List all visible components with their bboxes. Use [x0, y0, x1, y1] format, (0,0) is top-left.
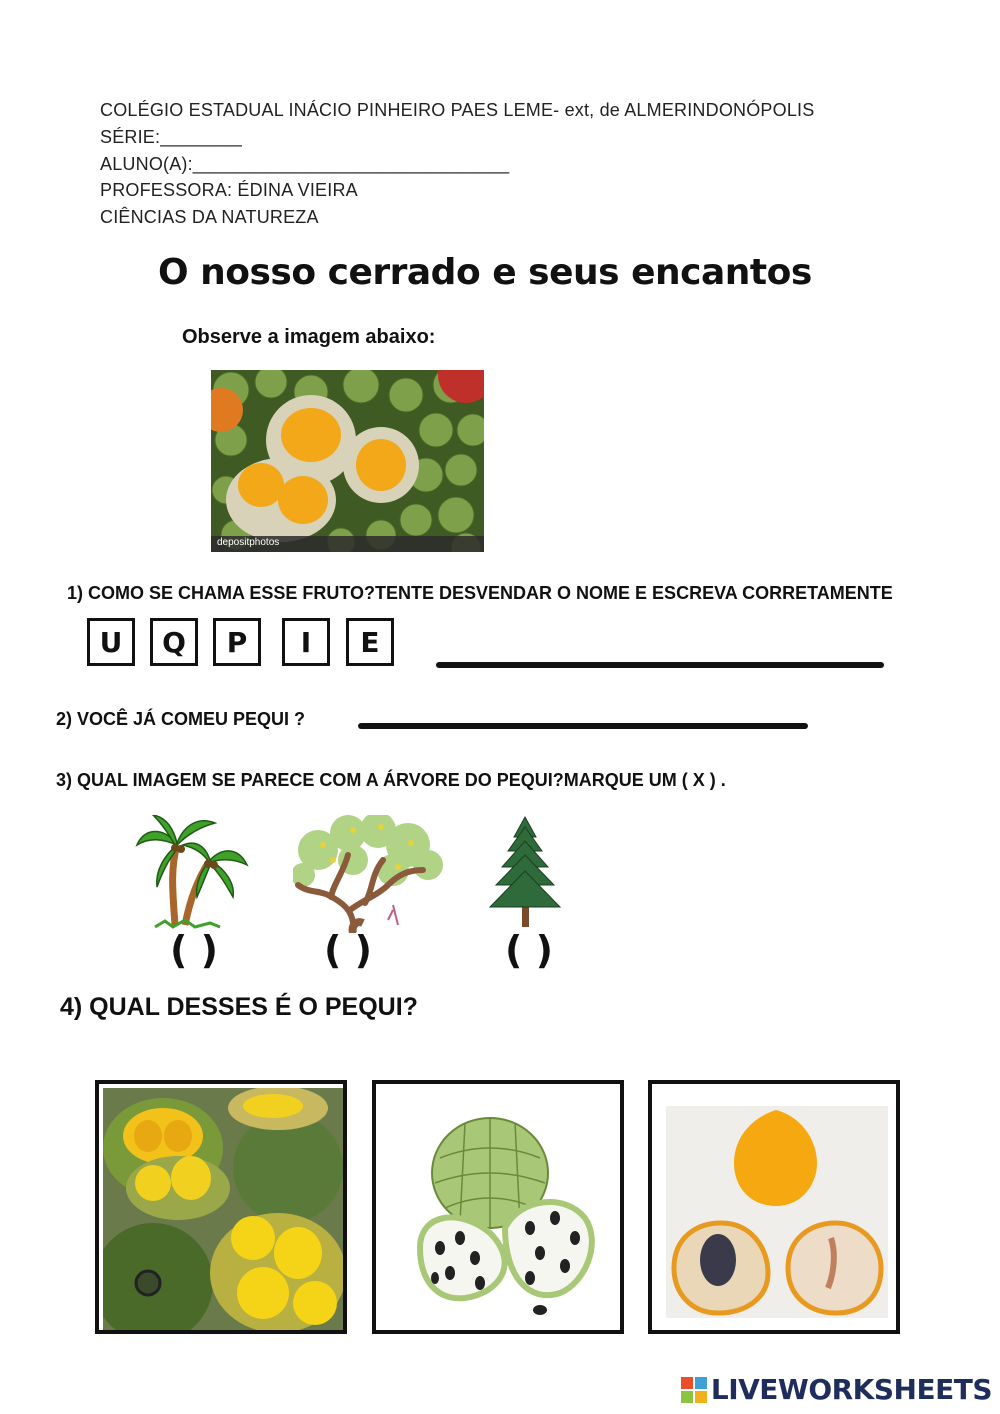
- option-pequi-image[interactable]: [95, 1080, 347, 1334]
- instruction-text: Observe a imagem abaixo:: [182, 326, 436, 348]
- question-4: 4) QUAL DESSES É O PEQUI?: [60, 993, 418, 1021]
- option-pine-checkbox[interactable]: ( ): [505, 928, 553, 972]
- school-name: COLÉGIO ESTADUAL INÁCIO PINHEIRO PAES LEME- ext, de ALMERINDONÓPOLIS: [100, 100, 815, 120]
- option-fruit-3-image[interactable]: [648, 1080, 900, 1334]
- option-palm-checkbox[interactable]: ( ): [170, 928, 218, 972]
- palm-tree-icon: [135, 815, 250, 933]
- question-2: 2) VOCÊ JÁ COMEU PEQUI ?: [56, 709, 306, 729]
- letter-tile: Q: [150, 618, 198, 666]
- letter-tile: U: [87, 618, 135, 666]
- answer-line-2[interactable]: [358, 723, 808, 729]
- liveworksheets-text: LIVEWORKSHEETS: [710, 1373, 992, 1406]
- letter-tile: I: [282, 618, 330, 666]
- subject-label: CIÊNCIAS DA NATUREZA: [100, 207, 319, 227]
- liveworksheets-logo: [681, 1373, 992, 1406]
- question-1: 1) COMO SE CHAMA ESSE FRUTO?TENTE DESVENDAR O NOME E ESCREVA CORRETAMENTE: [67, 583, 893, 603]
- aluno-field: ALUNO(A):_______________________________: [100, 154, 510, 174]
- pequi-fruit-illustration: [103, 1088, 347, 1334]
- option-pinha-image[interactable]: [372, 1080, 624, 1334]
- serie-field: SÉRIE:________: [100, 127, 242, 147]
- pequi-photo: [211, 370, 484, 552]
- photo-watermark: depositphotos: [217, 537, 280, 548]
- yellow-fruit-illustration: [656, 1088, 900, 1334]
- professora-label: PROFESSORA: ÉDINA VIEIRA: [100, 180, 358, 200]
- pinha-fruit-illustration: [380, 1088, 624, 1334]
- page-title: O nosso cerrado e seus encantos: [158, 252, 812, 293]
- letter-tile: E: [346, 618, 394, 666]
- pequi-photo-illustration: [211, 370, 484, 552]
- pine-tree-icon: [488, 815, 563, 927]
- option-cerrado-checkbox[interactable]: ( ): [324, 928, 372, 972]
- cerrado-tree-icon: [293, 815, 443, 933]
- liveworksheets-icon: [681, 1377, 707, 1403]
- question-3: 3) QUAL IMAGEM SE PARECE COM A ÁRVORE DO PEQUI?MARQUE UM ( X ) .: [56, 770, 726, 790]
- answer-line-1[interactable]: [436, 662, 884, 668]
- letter-tile: P: [213, 618, 261, 666]
